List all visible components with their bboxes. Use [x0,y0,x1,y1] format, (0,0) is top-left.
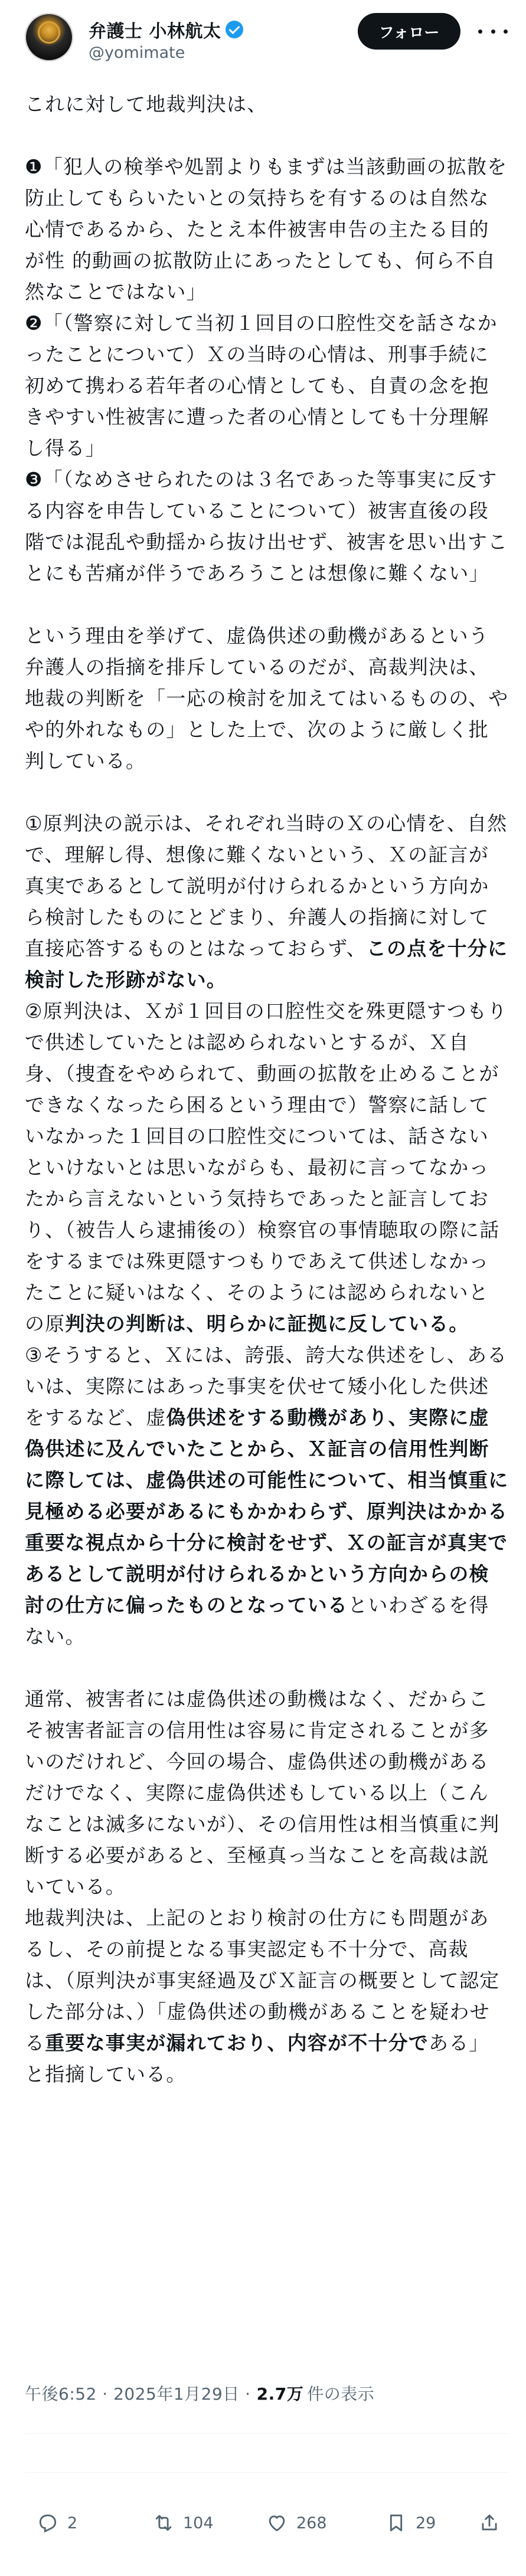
tweet-paragraph [25,89,509,120]
like-icon [266,2512,288,2534]
paragraph-gap [25,1652,509,1683]
tweet-meta [25,2379,509,2407]
like-count: 268 [296,2513,327,2532]
tweet-header [0,0,526,89]
avatar[interactable] [25,13,73,61]
tweet-paragraph [25,808,509,995]
share-icon [478,2512,501,2534]
views-count[interactable]: 2.7万 [256,2384,304,2404]
bookmark-button[interactable] [385,2499,436,2546]
action-bar [25,2499,509,2546]
text-segment: ❷「（警察に対して当初１回目の口腔性交を話さなかったことについて）Ｘの当時の心情は、刑事手続に初めて携わる若年者の心情としても、自責の念を抱きやすい性被害に遭った者の心情としても十分理解し得る」 [25,312,498,460]
text-segment: ある」と指摘している。 [25,2031,489,2086]
author-handle[interactable]: @yomimate [89,44,185,62]
bold-text: 判決の判断は、明らかに証拠に反している。 [65,1312,469,1335]
text-segment: これに対して地裁判決は、 [25,93,267,116]
tweet-paragraph [25,1683,509,1902]
bold-text: この点を十分に検討した形跡がない。 [25,937,508,991]
follow-button[interactable]: フォロー [358,13,460,50]
views-label: 件の表示 [307,2384,375,2404]
paragraph-gap [25,776,509,808]
tweet-paragraph [25,1902,509,2090]
bookmark-icon [385,2512,407,2534]
tweet-text [25,89,509,2090]
retweet-icon [152,2512,175,2534]
text-segment: 地裁判決は、上記のとおり検討の仕方にも問題があるし、その前提となる事実認定も不十分で、高裁は、（原判決が事実経過及びＸ証言の概要として認定した部分は、）「虚偽供述の動機があることを疑わせる [25,1906,500,2054]
tweet-paragraph [25,151,509,307]
author-name-row[interactable] [89,17,243,42]
reply-count: 2 [67,2513,78,2532]
tweet-paragraph [25,307,509,464]
text-segment: ③そうすると、Ｘには、誇張、誇大な供述をし、あるいは、実際にはあった事実を伏せて矮小化した供述をするなど、虚 [25,1343,508,1429]
text-segment: ❸「（なめさせられたのは３名であった等事実に反する内容を申告していることについて）被害直後の段階では混乱や動揺から抜け出せず、被害を思い出すことにも苦痛が伴うであろうことは想像に難くない」 [25,468,508,585]
divider [25,2433,509,2434]
verified-badge-icon[interactable] [226,21,243,38]
share-button[interactable] [478,2499,509,2546]
divider [25,2472,509,2473]
reply-icon [37,2512,59,2534]
retweet-button[interactable] [152,2499,214,2546]
author-display-name[interactable]: 弁護士 小林航太 [89,21,221,42]
text-segment: ②原判決は、Ｘが１回目の口腔性交を殊更隠すつもりで供述していたとは認められないとするが、Ｘ自身、（捜査をやめられて、動画の拡散を止めることができなくなったら困るという理由で）警察に話していなかった１回目の口腔性交については、話さないといけないとは思いながらも、最初に言ってなかったから言えないという気持ちであったと証言しており、（被告人ら逮捕後の）検察官の事情聴取の際に話をするまでは殊更隠すつもりであえて供述しなかったことに疑いはなく、そのようには認められないとの原 [25,999,508,1335]
tweet-paragraph [25,464,509,589]
more-dots-icon[interactable] [478,24,508,39]
text-segment: ①原判決の説示は、それぞれ当時のＸの心情を、自然で、理解し得、想像に難くないという、Ｘの証言が真実であるとして説明が付けられるかという方向から検討したものにとどまり、弁護人の指摘に対して直接応答するものとはなっておらず、 [25,812,508,960]
retweet-count: 104 [183,2513,214,2532]
tweet-paragraph [25,1339,509,1652]
avatar-portrait-icon [38,21,60,44]
like-button[interactable] [266,2499,327,2546]
text-segment: 通常、被害者には虚偽供述の動機はなく、だからこそ被害者証言の信用性は容易に肯定されることが多いのだけれど、今回の場合、虚偽供述の動機があるだけでなく、実際に虚偽供述もしている以上（こんなことは滅多にないが）、その信用性は相当慎重に判断する必要があると、至極真っ当なことを高裁は説いている。 [25,1687,500,1898]
bold-text: 重要な事実が漏れており、内容が不十分で [45,2031,429,2054]
paragraph-gap [25,120,509,151]
bookmark-count: 29 [416,2513,436,2532]
text-segment: ❶「犯人の検挙や処罰よりもまずは当該動画の拡散を防止してもらいたいとの気持ちを有するのは自然な心情であるから、たとえ本件被害申告の主たる目的が性 的動画の拡散防止にあったとしても、何ら不自然なことではない」 [25,155,508,303]
tweet-paragraph [25,995,509,1339]
tweet-paragraph [25,620,509,776]
reply-button[interactable] [37,2499,77,2546]
text-segment: という理由を挙げて、虚偽供述の動機があるという弁護人の指摘を排斥しているのだが、高裁判決は、地裁の判断を「一応の検討を加えてはいるものの、やや的外れなもの」とした上で、次のように厳しく批判している。 [25,624,509,772]
text-segment: といわざるを得ない。 [25,1594,489,1648]
paragraph-gap [25,589,509,620]
bold-text: 偽供述をする動機があり、実際に虚偽供述に及んでいたことから、Ｘ証言の信用性判断に際しては、虚偽供述の可能性について、相当慎重に見極める必要があるにもかかわらず、原判決はかかる重要な視点から十分に検討をせず、Ｘの証言が真実であるとして説明が付けられるかという方向からの検討の仕方に偏ったものとなっている [25,1406,509,1617]
tweet-timestamp[interactable]: 午後6:52 · 2025年1月29日 · [25,2384,251,2404]
